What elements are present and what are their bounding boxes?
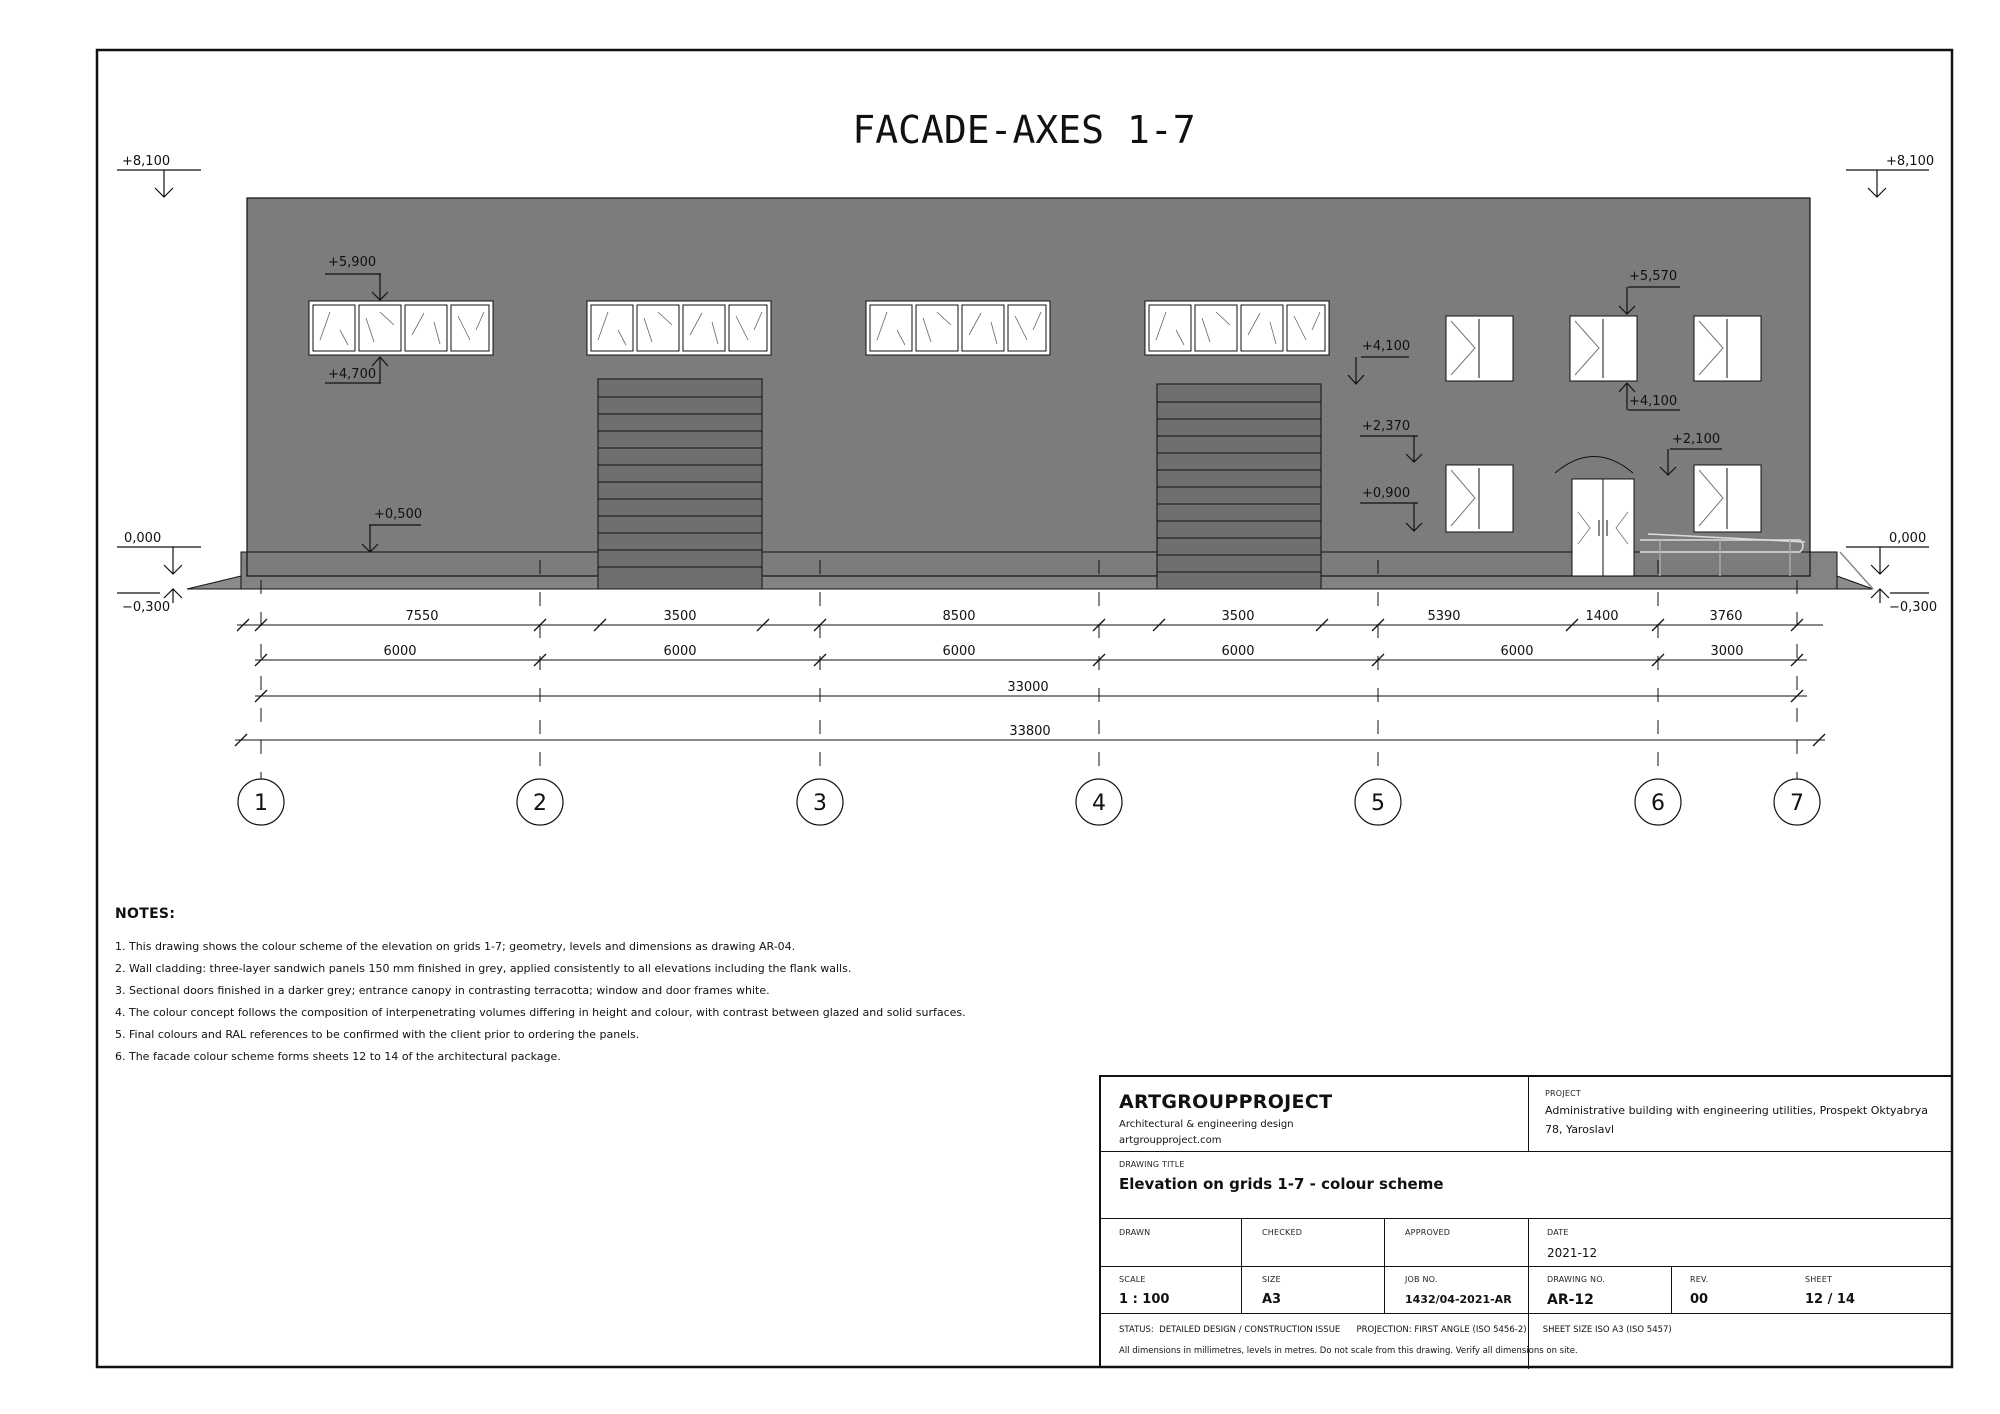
axis-label-3: 3 bbox=[813, 791, 827, 816]
office-window-upper-1 bbox=[1446, 316, 1513, 381]
size-label: SIZE bbox=[1262, 1275, 1281, 1284]
level-roof-left: +8,100 bbox=[122, 154, 171, 169]
axis-label-7: 7 bbox=[1790, 791, 1804, 816]
firm-name: ARTGROUPPROJECT bbox=[1119, 1091, 1333, 1113]
level-window-bottom: +4,700 bbox=[328, 367, 377, 382]
level-grade-right: −0,300 bbox=[1889, 600, 1938, 615]
axis-bubbles bbox=[238, 779, 1820, 825]
size-value: A3 bbox=[1262, 1292, 1282, 1307]
note-item: 6. The facade colour scheme forms sheets 12 to 14 of the architectural package. bbox=[115, 1050, 561, 1063]
level-entrance: +2,100 bbox=[1672, 432, 1721, 447]
note-item: 5. Final colours and RAL references to be confirmed with the client prior to ordering the panels. bbox=[115, 1028, 640, 1041]
scale-value: 1 : 100 bbox=[1119, 1292, 1170, 1307]
disclaimer: All dimensions in millimetres, levels in metres. Do not scale from this drawing. Verify all dimensions on site. bbox=[1119, 1346, 1578, 1356]
drawing-title-block bbox=[1119, 1160, 1444, 1193]
axis-label-1: 1 bbox=[254, 791, 268, 816]
rev-label: REV. bbox=[1690, 1275, 1709, 1284]
job-value: 1432/04-2021-AR bbox=[1405, 1293, 1512, 1306]
job-label: JOB NO. bbox=[1405, 1275, 1438, 1284]
dim-6000-4: 6000 bbox=[1221, 644, 1255, 659]
rev-value: 00 bbox=[1690, 1292, 1709, 1307]
office-window-lower-1 bbox=[1446, 465, 1513, 532]
dim-1400: 1400 bbox=[1585, 609, 1619, 624]
level-ground-right: 0,000 bbox=[1889, 531, 1927, 546]
note-item: 1. This drawing shows the colour scheme of the elevation on grids 1-7; geometry, levels and dimensions as drawing AR-04. bbox=[115, 940, 796, 953]
drawing-no-label: DRAWING NO. bbox=[1547, 1275, 1606, 1284]
notes-title: NOTES: bbox=[115, 906, 176, 922]
level-ground-left: 0,000 bbox=[124, 531, 162, 546]
note-item: 4. The colour concept follows the composition of interpenetrating volumes differing in height and colour, with contrast between glazed and solid surfaces. bbox=[115, 1006, 966, 1019]
dim-7550: 7550 bbox=[405, 609, 439, 624]
sectional-door-1 bbox=[598, 379, 762, 589]
axis-label-2: 2 bbox=[533, 791, 547, 816]
drawn-label: DRAWN bbox=[1119, 1228, 1151, 1237]
axis-label-4: 4 bbox=[1092, 791, 1106, 816]
axis-label-6: 6 bbox=[1651, 791, 1665, 816]
level-door-top: +4,100 bbox=[1362, 339, 1411, 354]
firm-website: artgroupproject.com bbox=[1119, 1135, 1222, 1146]
project-label: PROJECT bbox=[1545, 1089, 1581, 1098]
level-lower-bottom: +0,900 bbox=[1362, 486, 1411, 501]
firm-block bbox=[1119, 1091, 1332, 1149]
dim-6000-5: 6000 bbox=[1500, 644, 1534, 659]
project-value: Administrative building with engineering utilities, Prospekt Oktyabrya 78, Yaroslavl bbox=[1545, 1104, 1929, 1136]
dim-3500-a: 3500 bbox=[663, 609, 697, 624]
sheet-value: 12 / 14 bbox=[1805, 1292, 1855, 1307]
date-value: 2021-12 bbox=[1547, 1246, 1598, 1260]
elevation-title: FACADE-AXES 1-7 bbox=[852, 108, 1196, 152]
level-office-top: +5,570 bbox=[1629, 269, 1678, 284]
date-label: DATE bbox=[1547, 1228, 1569, 1237]
level-roof-right: +8,100 bbox=[1886, 154, 1935, 169]
firm-subtitle: Architectural & engineering design bbox=[1119, 1119, 1294, 1130]
axis-label-5: 5 bbox=[1371, 791, 1385, 816]
dim-5390: 5390 bbox=[1427, 609, 1461, 624]
note-item: 2. Wall cladding: three-layer sandwich panels 150 mm finished in grey, applied consistently to all elevations including the flank walls. bbox=[115, 962, 852, 975]
dim-3760: 3760 bbox=[1709, 609, 1743, 624]
sheet-label: SHEET bbox=[1805, 1275, 1833, 1284]
dim-3500-b: 3500 bbox=[1221, 609, 1255, 624]
office-window-lower-2 bbox=[1694, 465, 1761, 532]
building-elevation bbox=[187, 198, 1873, 589]
dim-33800: 33800 bbox=[1009, 724, 1051, 739]
dim-6000-1: 6000 bbox=[383, 644, 417, 659]
dim-6000-3: 6000 bbox=[942, 644, 976, 659]
ribbon-window-1 bbox=[309, 301, 493, 355]
status-line: STATUS: DETAILED DESIGN / CONSTRUCTION ISSUE PROJECTION: FIRST ANGLE (ISO 5456-2) SHEET SIZE ISO A3 (ISO 5457) bbox=[1119, 1325, 1672, 1335]
drawing-title-value: Elevation on grids 1-7 - colour scheme bbox=[1119, 1175, 1444, 1193]
checked-label: CHECKED bbox=[1262, 1228, 1303, 1237]
ribbon-window-4 bbox=[1145, 301, 1329, 355]
sectional-door-2 bbox=[1157, 384, 1321, 589]
title-block bbox=[1099, 1075, 1953, 1367]
level-office-bottom: +4,100 bbox=[1629, 394, 1678, 409]
notes-block bbox=[115, 906, 1115, 1068]
approved-label: APPROVED bbox=[1405, 1228, 1451, 1237]
level-lower-top: +2,370 bbox=[1362, 419, 1411, 434]
office-window-upper-2 bbox=[1570, 316, 1637, 381]
scale-label: SCALE bbox=[1119, 1275, 1146, 1284]
office-window-upper-3 bbox=[1694, 316, 1761, 381]
ribbon-window-3 bbox=[866, 301, 1050, 355]
drawing-title-label: DRAWING TITLE bbox=[1119, 1160, 1185, 1169]
level-window-top: +5,900 bbox=[328, 255, 377, 270]
drawing-no-value: AR-12 bbox=[1547, 1292, 1594, 1308]
level-plinth: +0,500 bbox=[374, 507, 423, 522]
dim-6000-2: 6000 bbox=[663, 644, 697, 659]
project-block bbox=[1545, 1089, 1945, 1139]
ribbon-window-2 bbox=[587, 301, 771, 355]
dim-3000: 3000 bbox=[1710, 644, 1744, 659]
note-item: 3. Sectional doors finished in a darker grey; entrance canopy in contrasting terracotta; window and door frames white. bbox=[115, 984, 770, 997]
level-grade-left: −0,300 bbox=[122, 600, 171, 615]
dim-33000: 33000 bbox=[1007, 680, 1049, 695]
dim-8500: 8500 bbox=[942, 609, 976, 624]
